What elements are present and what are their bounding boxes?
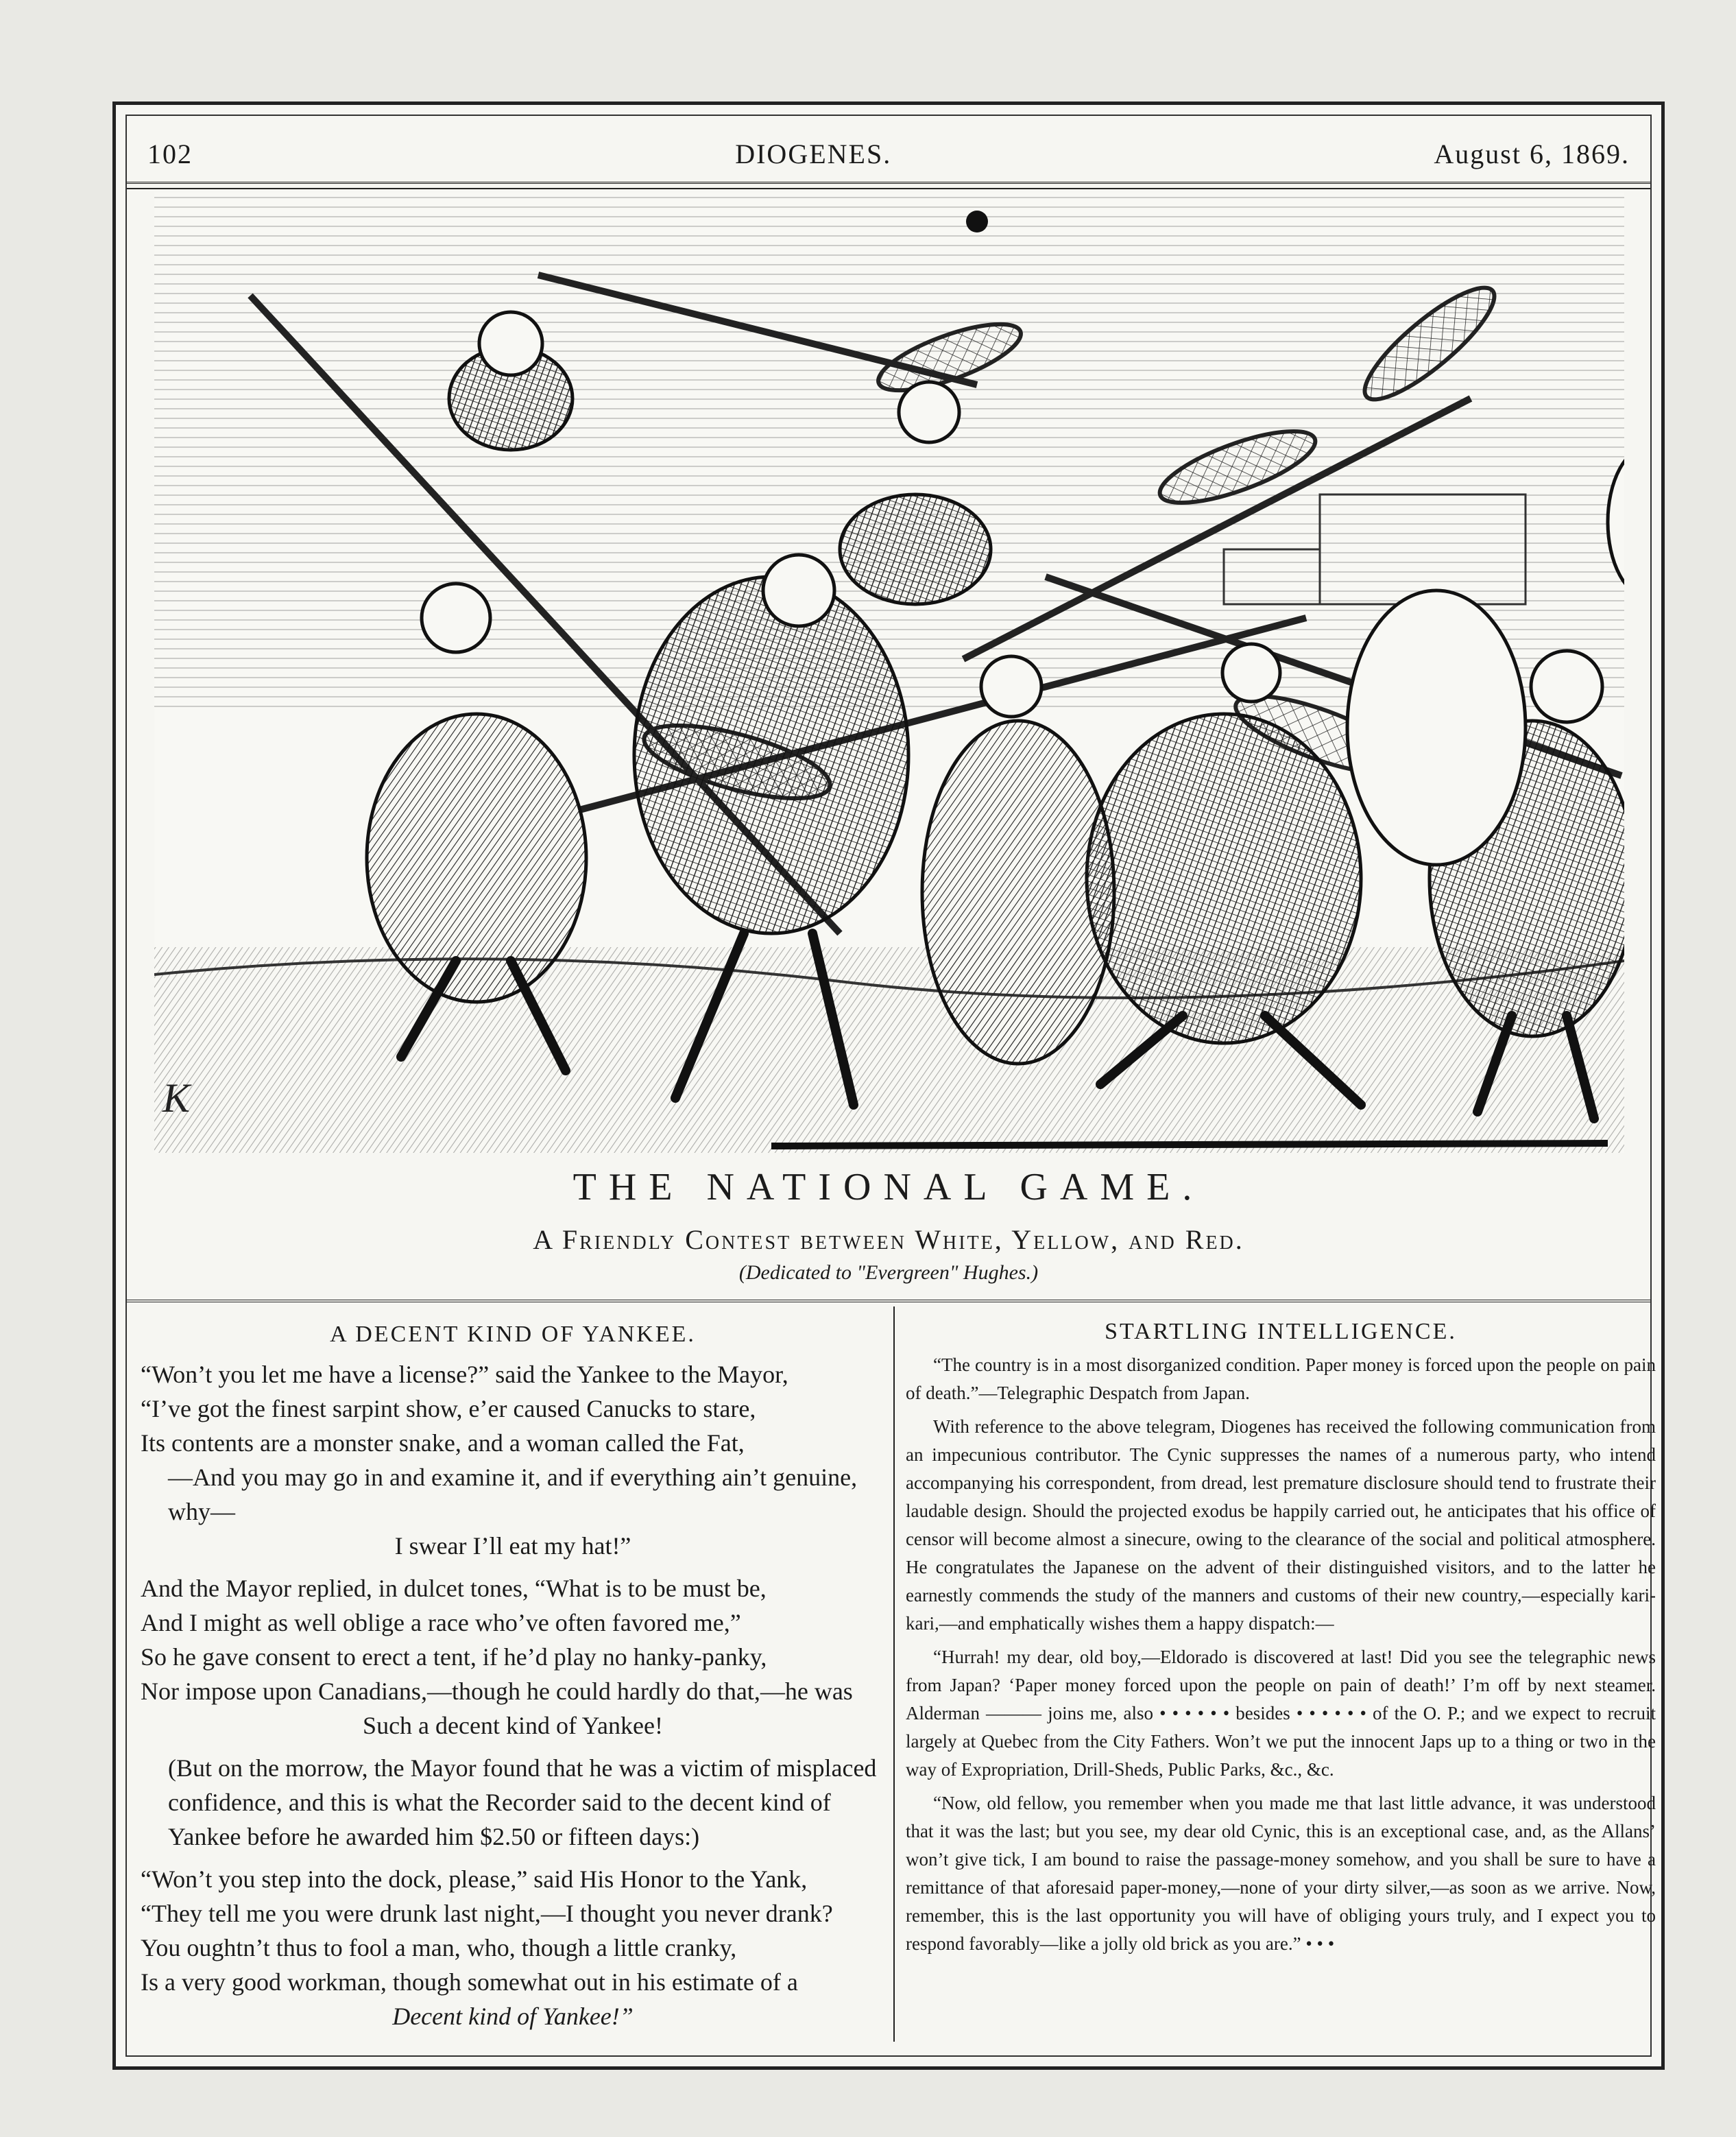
poem-line: “They tell me you were drunk last night,—I thought you never drank?	[141, 1900, 833, 1927]
poem-line: And the Mayor replied, in dulcet tones, “What is to be must be,	[141, 1575, 767, 1602]
cartoon-dedication: (Dedicated to "Evergreen" Hughes.)	[738, 1261, 1039, 1284]
section-rule	[127, 1300, 1650, 1306]
artist-signature: K	[162, 1075, 191, 1121]
article-column	[906, 1317, 1656, 1963]
inner-frame	[125, 115, 1656, 2057]
article-paragraph: “The country is in a most disorganized condition. Paper money is forced upon the people on pain of death.”—Telegraphic Despatch from Japan.	[906, 1354, 1656, 1403]
column-divider	[893, 1306, 895, 2042]
poem-line: “I’ve got the finest sarpint show, e’er caused Canucks to stare,	[141, 1395, 756, 1422]
poem-title: A DECENT KIND OF YANKEE.	[330, 1322, 696, 1347]
poem-line: Its contents are a monster snake, and a woman called the Fat,	[141, 1429, 745, 1457]
poem-prose-note: (But on the morrow, the Mayor found that he was a victim of misplaced confidence, and this is what the Recorder said to the decent kind of Yankee before he awarded him $2.50 or fifteen days:)	[168, 1754, 877, 1850]
issue-date: August 6, 1869.	[1434, 138, 1630, 169]
poem-line: You oughtn’t thus to fool a man, who, though a little cranky,	[141, 1934, 737, 1961]
poem-line: “Won’t you let me have a license?” said the Yankee to the Mayor,	[141, 1361, 788, 1388]
page-number: 102	[147, 138, 193, 169]
poem-line: Such a decent kind of Yankee!	[363, 1712, 663, 1739]
cartoon-subtitle: A Friendly Contest between White, Yellow, and Red.	[533, 1224, 1244, 1255]
article-title: STARTLING INTELLIGENCE.	[1105, 1319, 1457, 1344]
cartoon-illustration	[154, 193, 1624, 1153]
header-rule	[127, 182, 1650, 189]
poem-line: Decent kind of Yankee!”	[392, 2003, 634, 2030]
article-paragraph: “Hurrah! my dear, old boy,—Eldorado is discovered at last! Did you see the telegraphic news from Japan? ‘Paper money forced upon the people on pain of death!’ I’m off by next steamer. Alderman ——— joins me, also • • • • • • besides • • • • • • of the O. P.; and we expect to recruit largely at Quebec from the City Fathers. Won’t we put the innocent Japs up to a thing or two in the way of Expropriation, Drill-Sheds, Public Parks, &c., &c.	[906, 1647, 1656, 1780]
page-header	[147, 130, 1630, 178]
poem-line: “Won’t you step into the dock, please,” said His Honor to the Yank,	[141, 1865, 808, 1893]
article-paragraph: With reference to the above telegram, Diogenes has received the following communication from an impecunious contributor. The Cynic suppresses the names of a numerous party, who intend accompanying his correspondent, from dread, lest premature disclosure should tend to frustrate their laudable design. Should the projected exodus be happily carried out, he anticipates that his office of censor will become almost a sinecure, owing to the clearance of the social and political atmosphere. He congratulates the Japanese on the advent of their distinguished visitors, and to the latter he earnestly commends the study of the manners and customs of their new country,—especially kari-kari,—and emphatically wishes them a happy dispatch:—	[906, 1416, 1656, 1634]
poem-line: Nor impose upon Canadians,—though he could hardly do that,—he was	[141, 1678, 853, 1705]
cartoon-title: THE NATIONAL GAME.	[572, 1166, 1205, 1208]
poem-line: So he gave consent to erect a tent, if he’d play no hanky-panky,	[141, 1643, 767, 1671]
publication-title: DIOGENES.	[735, 138, 892, 169]
poem-line: And I might as well oblige a race who’ve often favored me,”	[141, 1609, 741, 1636]
poem-line: I swear I’ll eat my hat!”	[394, 1532, 631, 1560]
poem-line: —And you may go in and examine it, and if everything ain’t genuine, why—	[168, 1464, 858, 1525]
page-frame	[112, 102, 1665, 2070]
poem-column	[141, 1317, 885, 2033]
poem-line: Is a very good workman, though somewhat out in his estimate of a	[141, 1968, 798, 1996]
article-paragraph: “Now, old fellow, you remember when you made me that last little advance, it was understood that it was the last; but you see, my dear old Cynic, this is an exceptional case, and, as the Allans’ won’t give tick, I am bound to raise the passage-money somehow, and you shall be sure to have a remittance of that aforesaid paper-money,—none of your dirty silver,—as soon as we arrive. Now, remember, this is the last opportunity you will have of obliging yours truly, and I expect you to respond favorably—like a jolly old brick as you are.” • • •	[906, 1793, 1656, 1954]
